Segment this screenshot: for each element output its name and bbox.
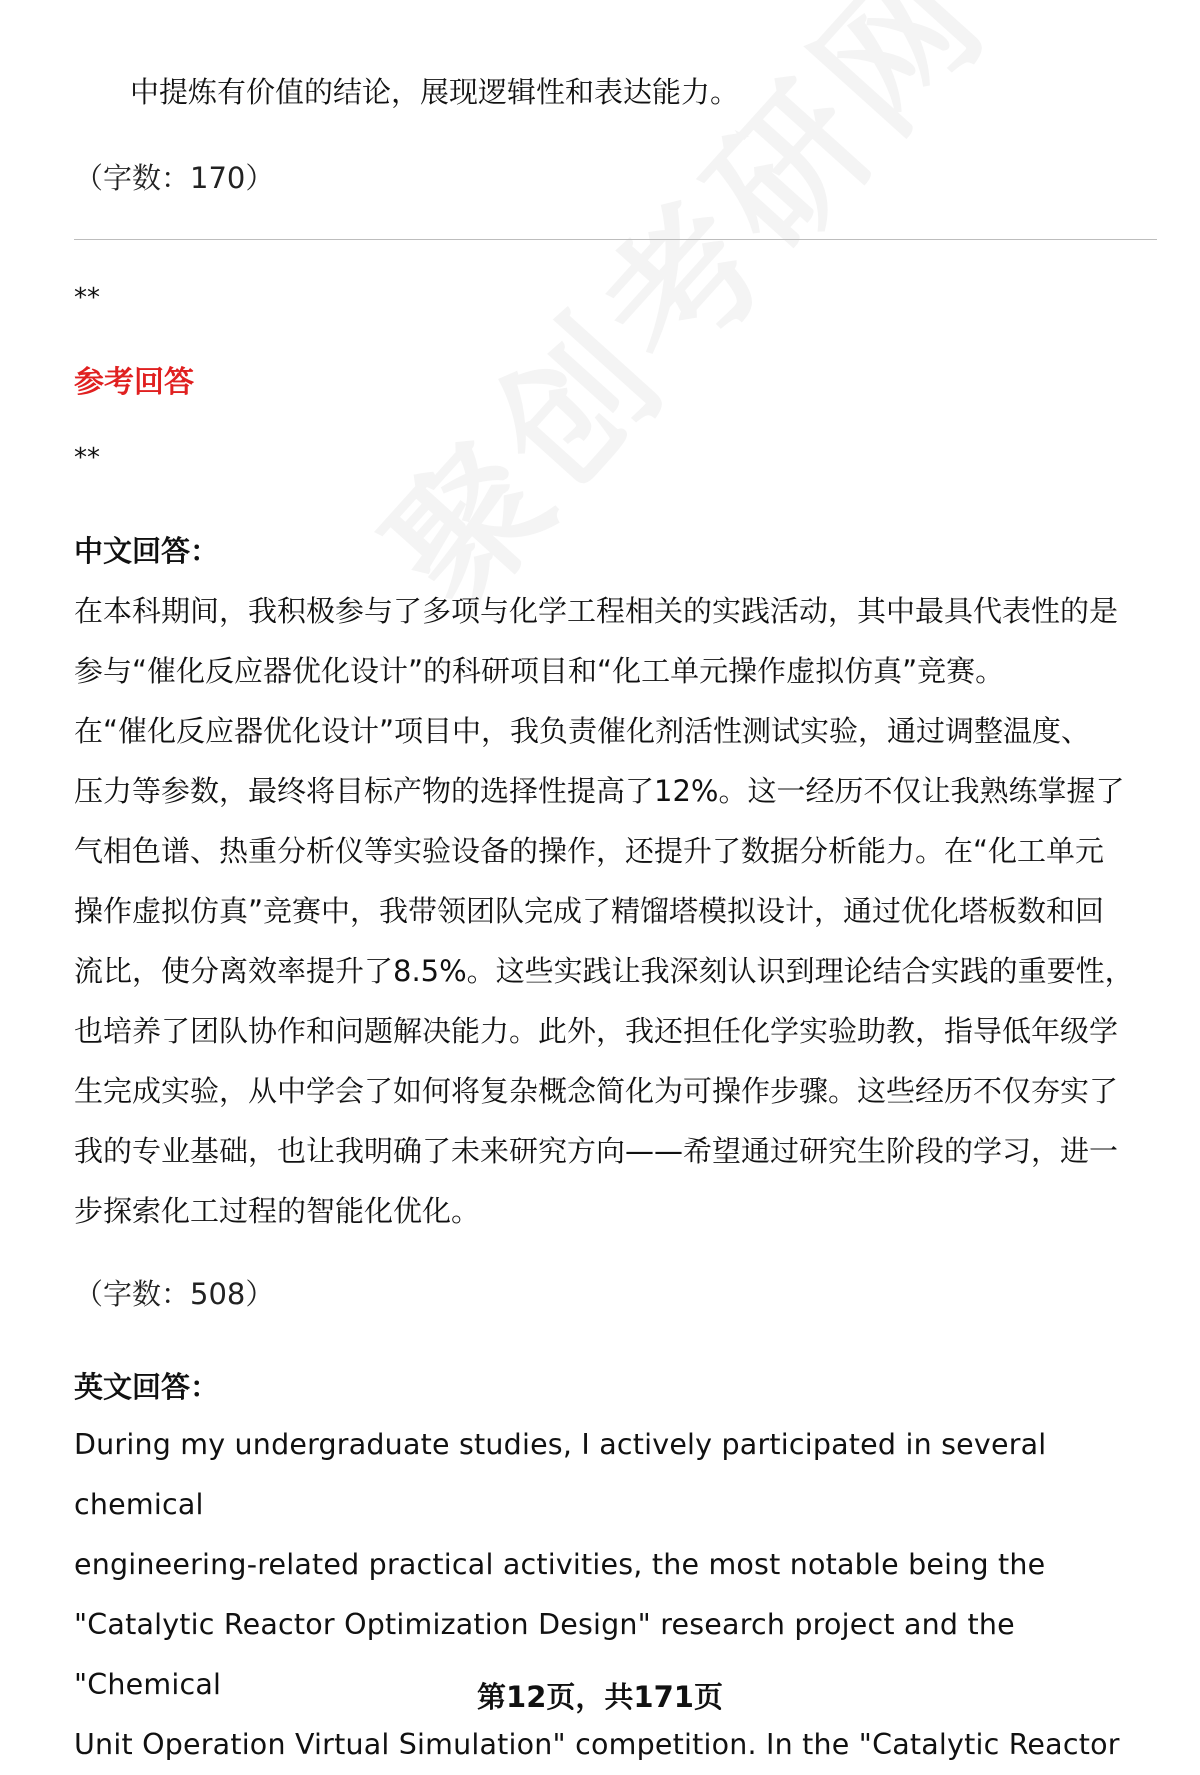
english-answer-heading: 英文回答：: [74, 1370, 220, 1404]
word-count-block-2: [74, 1264, 1154, 1324]
stars-separator-1-block: [74, 278, 1154, 318]
chinese-answer-line: 流比，使分离效率提升了8.5%。这些实践让我深刻认识到理论结合实践的重要性，: [74, 954, 1134, 988]
stars-separator-2-block: [74, 438, 1154, 478]
word-count-170: （字数：170）: [74, 161, 275, 195]
english-answer-section: [74, 1362, 1154, 1412]
stars-separator-1: **: [74, 283, 100, 313]
chinese-answer-line: 参与“催化反应器优化设计”的科研项目和“化工单元操作虚拟仿真”竞赛。: [74, 654, 1005, 688]
page-footer: 第12页，共171页: [477, 1680, 723, 1714]
reference-heading-block: [74, 358, 1154, 408]
english-answer-line: engineering-related practical activities, the most notable being the: [74, 1548, 1046, 1581]
stars-separator-2: **: [74, 443, 100, 473]
chinese-answer-heading: 中文回答：: [74, 534, 220, 568]
chinese-answer-line: 气相色谱、热重分析仪等实验设备的操作，还提升了数据分析能力。在“化工单元: [74, 834, 1105, 868]
chinese-answer-line: 我的专业基础，也让我明确了未来研究方向——希望通过研究生阶段的学习，进一: [74, 1134, 1119, 1168]
horizontal-divider: [74, 239, 1157, 240]
continued-paragraph-line: 中提炼有价值的结论，展现逻辑性和表达能力。: [130, 75, 740, 109]
chinese-answer-line: 步探索化工过程的智能化优化。: [74, 1194, 481, 1228]
english-answer-line: During my undergraduate studies, I actively participated in several chemical: [74, 1428, 1047, 1521]
chinese-answer-line: 生完成实验，从中学会了如何将复杂概念简化为可操作步骤。这些经历不仅夯实了: [74, 1074, 1119, 1108]
chinese-answer-line: 在“催化反应器优化设计”项目中，我负责催化剂活性测试实验，通过调整温度、: [74, 714, 1091, 748]
chinese-answer-line: 在本科期间，我积极参与了多项与化学工程相关的实践活动，其中最具代表性的是: [74, 594, 1119, 628]
word-count-508: （字数：508）: [74, 1277, 275, 1311]
english-answer-line: "Catalytic Reactor Optimization Design" research project and the "Chemical: [74, 1608, 1015, 1701]
word-count-block-1: [74, 148, 1154, 208]
english-answer-line: Unit Operation Virtual Simulation" competition. In the "Catalytic Reactor: [74, 1728, 1120, 1761]
chinese-answer-line: 压力等参数，最终将目标产物的选择性提高了12%。这一经历不仅让我熟练掌握了: [74, 774, 1125, 808]
chinese-answer-body: [74, 581, 1154, 1241]
chinese-answer-section: [74, 526, 1154, 576]
reference-answer-heading: 参考回答: [74, 365, 194, 400]
chinese-answer-line: 也培养了团队协作和问题解决能力。此外，我还担任化学实验助教，指导低年级学: [74, 1014, 1119, 1048]
chinese-answer-line: 操作虚拟仿真”竞赛中，我带领团队完成了精馏塔模拟设计，通过优化塔板数和回: [74, 894, 1105, 928]
